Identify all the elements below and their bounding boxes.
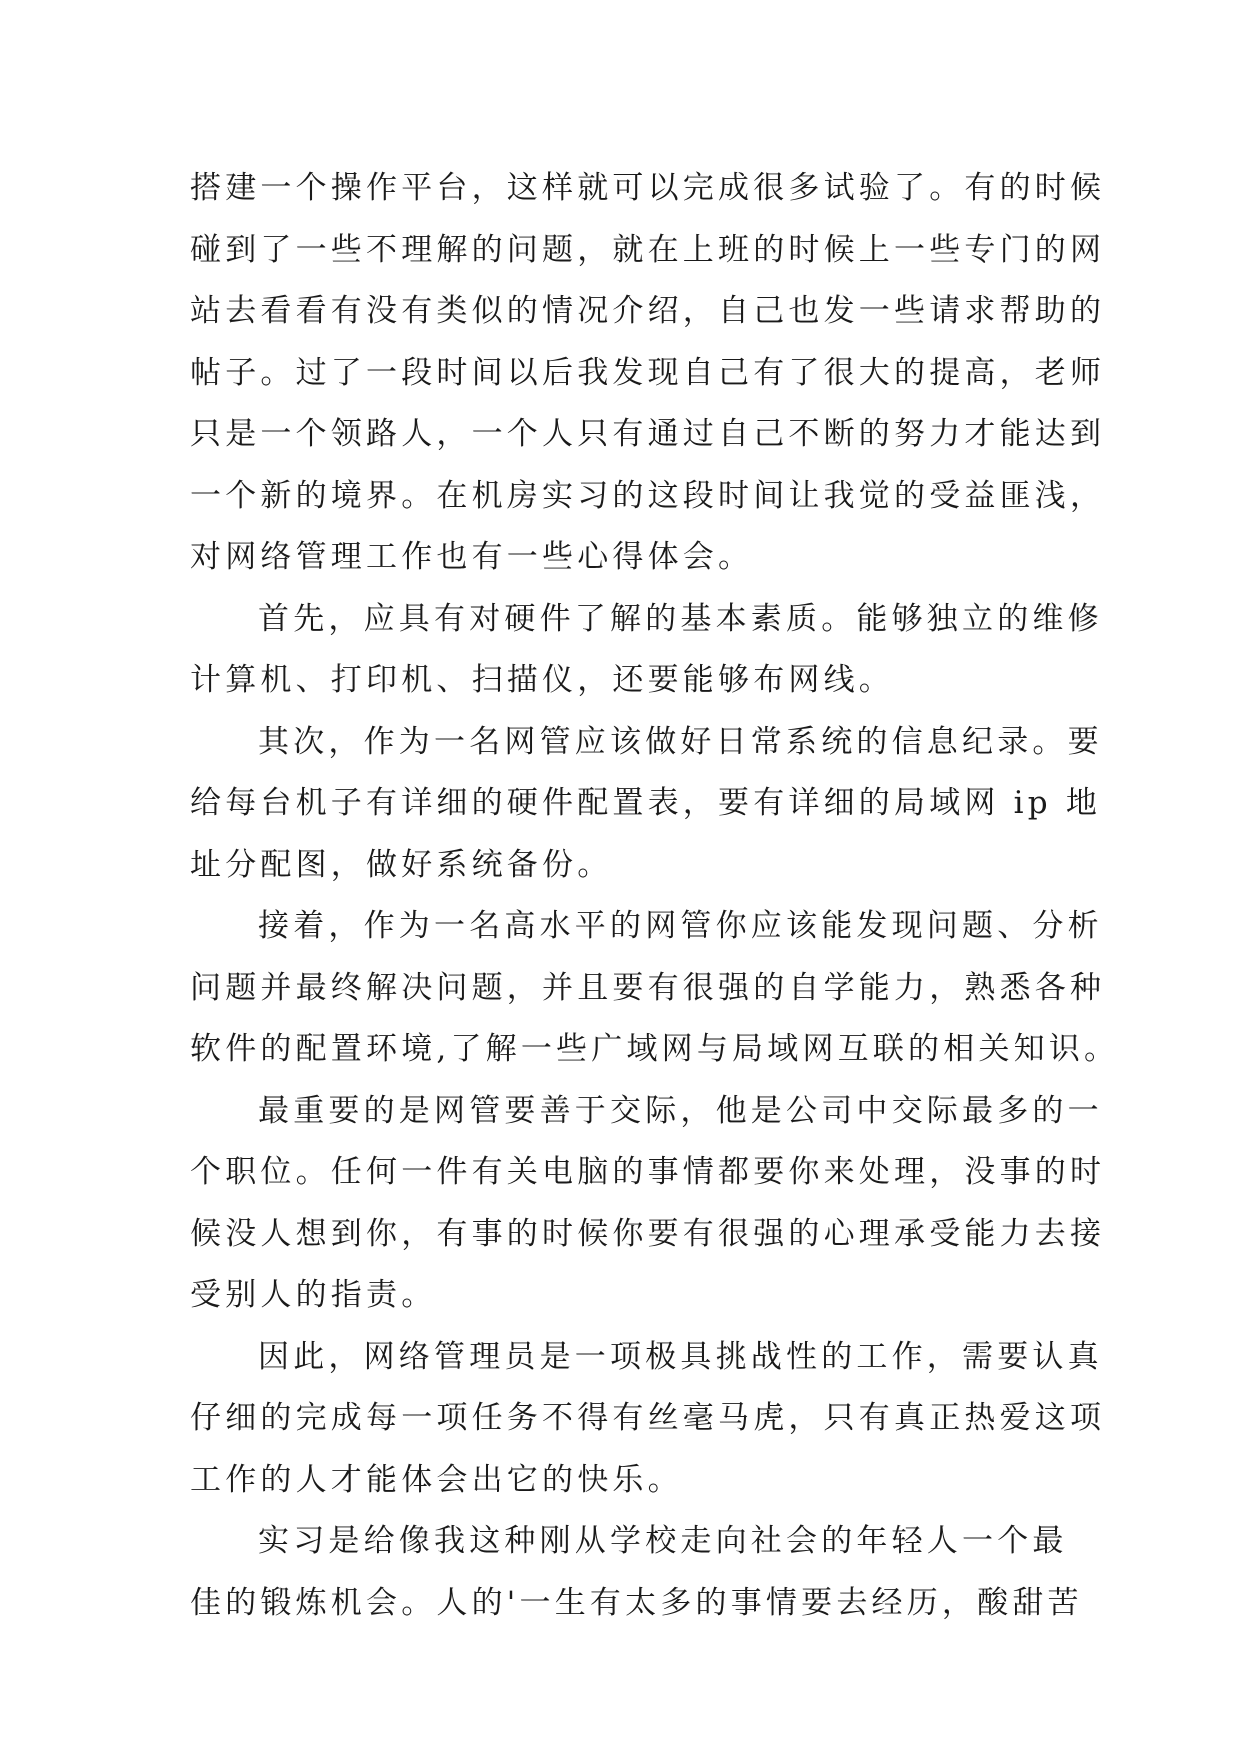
text-line-22: 工作的人才能体会出它的快乐。 [190,1461,683,1498]
text-line-1: 搭建一个操作平台，这样就可以完成很多试验了。有的时候 [190,170,1106,206]
text-line-19: 受别人的指责。 [190,1277,437,1313]
text-line-10: 其次，作为一名网管应该做好日常系统的信息纪录。要 [258,723,1103,760]
document-body [190,158,1120,1634]
text-line-18: 候没人想到你，有事的时候你要有很强的心理承受能力去接 [190,1215,1106,1252]
text-line-12: 址分配图，做好系统备份。 [190,846,613,883]
text-line-23: 实习是给像我这种刚从学校走向社会的年轻人一个最 [258,1523,1068,1559]
text-line-14: 问题并最终解决问题，并且要有很强的自学能力，熟悉各种 [190,969,1106,1006]
text-line-9: 计算机、打印机、扫描仪，还要能够布网线。 [190,662,894,698]
text-line-5: 只是一个领路人，一个人只有通过自己不断的努力才能达到 [190,416,1106,452]
text-line-7: 对网络管理工作也有一些心得体会。 [190,539,754,575]
text-line-8: 首先，应具有对硬件了解的基本素质。能够独立的维修 [258,600,1103,637]
text-line-21: 仔细的完成每一项任务不得有丝毫马虎，只有真正热爱这项 [190,1400,1106,1436]
text-line-15: 软件的配置环境,了解一些广域网与局域网互联的相关知识。 [190,1031,1120,1067]
text-line-24: 佳的锻炼机会。人的'一生有太多的事情要去经历，酸甜苦 [190,1584,1083,1621]
text-line-6: 一个新的境界。在机房实习的这段时间让我觉的受益匪浅， [190,477,1106,514]
text-line-11: 给每台机子有详细的硬件配置表，要有详细的局域网 ip 地 [190,785,1102,821]
text-line-16: 最重要的是网管要善于交际，他是公司中交际最多的一 [258,1092,1103,1129]
text-line-17: 个职位。任何一件有关电脑的事情都要你来处理，没事的时 [190,1154,1106,1190]
text-line-4: 帖子。过了一段时间以后我发现自己有了很大的提高，老师 [190,354,1106,391]
text-line-3: 站去看看有没有类似的情况介绍，自己也发一些请求帮助的 [190,293,1106,329]
text-line-20: 因此，网络管理员是一项极具挑战性的工作，需要认真 [258,1338,1103,1375]
text-line-2: 碰到了一些不理解的问题，就在上班的时候上一些专门的网 [190,231,1106,268]
text-line-13: 接着，作为一名高水平的网管你应该能发现问题、分析 [258,908,1103,944]
